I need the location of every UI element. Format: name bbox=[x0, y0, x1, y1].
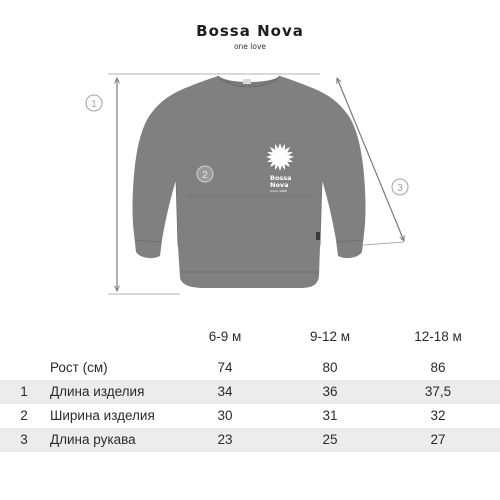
table-row-sleeve bbox=[0, 428, 500, 452]
table-cell: 34 bbox=[217, 384, 233, 399]
table-cell: 25 bbox=[322, 432, 338, 447]
row-label: Рост (см) bbox=[50, 360, 108, 375]
marker-2 bbox=[197, 166, 213, 182]
marker-1 bbox=[86, 95, 102, 111]
column-header: 6-9 м bbox=[208, 329, 242, 344]
table-cell: 37,5 bbox=[424, 384, 452, 399]
neck-label-icon bbox=[243, 79, 251, 84]
column-header: 9-12 м bbox=[309, 329, 351, 344]
row-number: 1 bbox=[20, 384, 28, 399]
row-label: Ширина изделия bbox=[50, 408, 155, 423]
marker-2-label: 2 bbox=[202, 170, 208, 181]
marker-3-label: 3 bbox=[397, 183, 403, 194]
size-table-header bbox=[0, 322, 500, 352]
brand-tag-icon bbox=[316, 232, 320, 240]
row-label: Длина изделия bbox=[50, 384, 145, 399]
table-cell: 32 bbox=[430, 408, 446, 423]
table-row-height bbox=[0, 356, 500, 380]
print-text-since: Since 1986 bbox=[270, 189, 287, 193]
sun-logo-icon bbox=[266, 143, 294, 171]
brand-name: Bossa Nova bbox=[196, 22, 304, 40]
table-cell: 74 bbox=[217, 360, 233, 375]
table-cell: 23 bbox=[217, 432, 233, 447]
table-cell: 86 bbox=[430, 360, 446, 375]
sweatshirt-illustration bbox=[133, 76, 366, 288]
brand-tagline: one love bbox=[233, 42, 267, 51]
row-number: 3 bbox=[20, 432, 28, 447]
table-cell: 36 bbox=[322, 384, 338, 399]
row-label: Длина рукава bbox=[50, 432, 136, 447]
table-cell: 31 bbox=[322, 408, 338, 423]
row-number: 2 bbox=[20, 408, 28, 423]
table-row-width bbox=[0, 404, 500, 428]
table-cell: 30 bbox=[217, 408, 233, 423]
marker-1-label: 1 bbox=[91, 99, 97, 110]
marker-3 bbox=[392, 179, 408, 195]
column-header: 12-18 м bbox=[414, 329, 462, 344]
print-text-nova: Nova bbox=[270, 181, 289, 189]
size-table bbox=[0, 322, 500, 452]
print-text-bossa: Bossa bbox=[270, 174, 292, 182]
table-row-length bbox=[0, 380, 500, 404]
table-cell: 27 bbox=[430, 432, 446, 447]
table-cell: 80 bbox=[322, 360, 338, 375]
